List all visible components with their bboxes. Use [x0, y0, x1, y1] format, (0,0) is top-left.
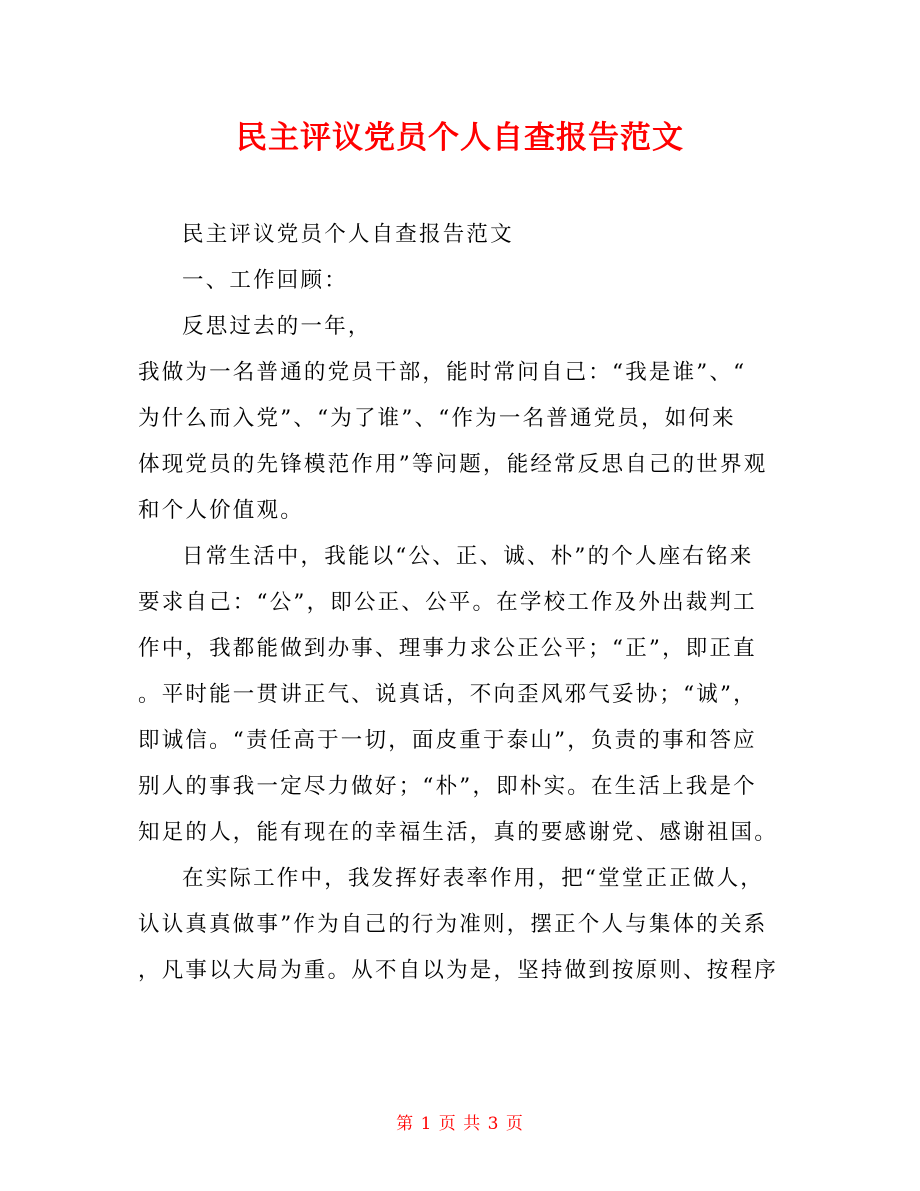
- body-line: 我做为一名普通的党员干部，能时常问自己：“我是谁”、“: [138, 360, 747, 385]
- body-line: 和个人价值观。: [138, 498, 304, 523]
- body-line-section-heading: 一、工作回顾：: [182, 268, 348, 293]
- body-line: 作中，我都能做到办事、理事力求公正公平；“正”，即正直: [138, 636, 757, 661]
- body-line: 要求自己：“公”，即公正、公平。在学校工作及外出裁判工: [138, 590, 757, 615]
- body-line: 日常生活中，我能以“公、正、诚、朴”的个人座右铭来: [182, 544, 754, 569]
- body-line: 知足的人，能有现在的幸福生活，真的要感谢党、感谢祖国。: [138, 820, 778, 845]
- body-line: 为什么而入党”、“为了谁”、“作为一名普通党员，如何来: [138, 406, 736, 431]
- body-line: 体现党员的先锋模范作用”等问题，能经常反思自己的世界观: [138, 452, 768, 477]
- body-line: 。平时能一贯讲正气、说真话，不向歪风邪气妥协；“诚”，: [138, 682, 757, 707]
- body-line: 别人的事我一定尽力做好；“朴”，即朴实。在生活上我是个: [138, 774, 757, 799]
- body-line: 即诚信。“责任高于一切，面皮重于泰山”，负责的事和答应: [138, 728, 757, 753]
- body-line: 认认真真做事”作为自己的行为准则，摆正个人与集体的关系: [138, 912, 768, 937]
- document-title: 民主评议党员个人自查报告范文: [236, 120, 684, 156]
- document-body: [138, 212, 788, 994]
- body-line: 反思过去的一年，: [182, 314, 372, 339]
- body-line-heading: 民主评议党员个人自查报告范文: [182, 222, 514, 247]
- body-line: ，凡事以大局为重。从不自以为是，坚持做到按原则、按程序: [138, 958, 778, 983]
- body-line: 在实际工作中，我发挥好表率作用，把“堂堂正正做人，: [182, 866, 764, 891]
- page-number-footer: 第 1 页 共 3 页: [396, 1114, 524, 1134]
